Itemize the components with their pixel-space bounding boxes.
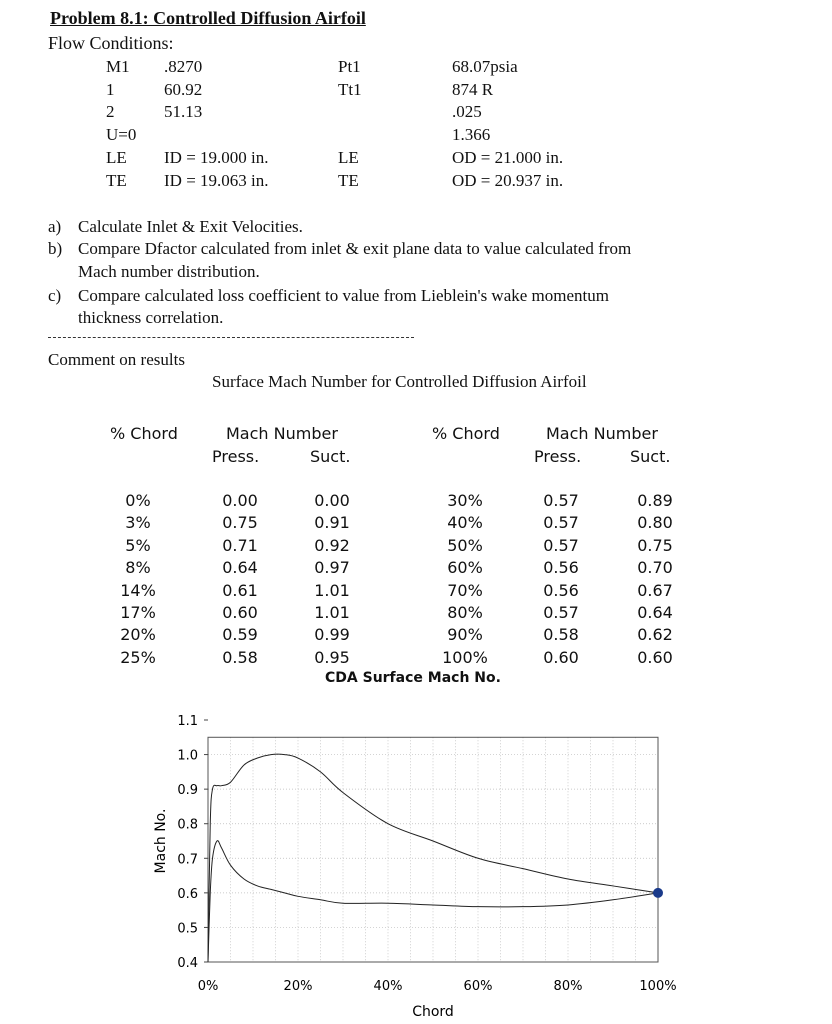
header-press: Press. [534,447,582,466]
fc-cell: TE [338,171,359,190]
fc-cell: ID = 19.000 in. [164,148,269,167]
comment-label: Comment on results [48,350,185,369]
suct-mach-cell: 0.99 [314,625,350,645]
press-mach-cell: 0.71 [222,535,258,555]
header-mach: Mach Number [226,424,338,443]
suct-mach-cell: 0.97 [314,558,350,578]
y-tick-label: 0.9 [177,783,198,799]
chord-cell: 5% [125,535,151,555]
press-mach-cell: 0.75 [222,513,258,533]
x-tick-label: 20% [283,979,313,994]
chord-cell: 3% [125,513,151,533]
fc-cell: 51.13 [164,102,203,121]
y-tick-label: 0.8 [177,817,198,833]
chart-title: CDA Surface Mach No. [325,670,501,686]
fc-cell: LE [338,148,359,167]
press-mach-cell: 0.58 [222,647,258,667]
series-line-pressure [208,841,658,962]
suct-mach-cell: 0.62 [637,625,673,645]
chord-cell: 80% [447,603,483,622]
chord-cell: 17% [120,603,156,622]
problem-title: Problem 8.1: Controlled Diffusion Airfoil [50,8,366,28]
chart-ticks [177,714,676,994]
question-text: Compare calculated loss coefficient to value from Lieblein's wake momentum [78,286,609,305]
press-mach-cell: 0.60 [222,603,258,622]
press-mach-cell: 0.56 [543,558,579,578]
fc-cell: .025 [452,102,482,121]
fc-cell: Pt1 [338,57,361,76]
suct-mach-cell: 0.75 [637,535,673,555]
press-mach-cell: 0.57 [543,535,579,555]
fc-cell: 2 [106,102,115,121]
y-tick-label: 0.7 [177,852,198,868]
y-tick-label: 0.6 [177,886,198,902]
press-mach-cell: 0.61 [222,580,258,600]
fc-cell: ID = 19.063 in. [164,171,269,190]
chord-cell: 40% [447,513,483,533]
chord-cell: 0% [125,491,151,510]
suct-mach-cell: 1.01 [314,580,350,600]
chord-cell: 8% [125,558,151,578]
fc-cell: 1.366 [452,125,491,144]
suct-mach-cell: 0.95 [314,647,350,667]
suct-mach-cell: 0.91 [314,513,350,533]
header-suct: Suct. [630,447,671,466]
chord-cell: 50% [447,535,483,555]
fc-cell: TE [106,171,127,190]
fc-cell: U=0 [106,125,137,144]
suct-mach-cell: 0.80 [637,513,673,533]
suct-mach-cell: 0.67 [637,580,673,600]
chord-cell: 90% [447,625,483,645]
flow-conditions-label: Flow Conditions: [48,33,174,53]
fc-cell: 68.07psia [452,57,518,76]
y-axis-label: Mach No. [153,808,169,874]
question-text: Mach number distribution. [78,262,260,281]
chord-cell: 100% [442,647,488,667]
dashed-divider [48,337,414,338]
header-mach: Mach Number [546,424,658,443]
chord-cell: 25% [120,647,156,667]
x-tick-label: 60% [463,979,493,994]
chord-cell: 70% [447,580,483,600]
header-chord: % Chord [432,424,500,443]
header-press: Press. [212,447,260,466]
suct-mach-cell: 0.92 [314,535,350,555]
fc-cell: 1 [106,80,115,99]
press-mach-cell: 0.00 [222,491,258,510]
press-mach-cell: 0.58 [543,625,579,645]
y-tick-label: 0.4 [177,956,198,971]
press-mach-cell: 0.57 [543,513,579,533]
suct-mach-cell: 1.01 [314,603,350,622]
fc-cell: .8270 [164,57,203,76]
header-suct: Suct. [310,447,351,466]
chord-cell: 20% [120,625,156,645]
y-tick-label: 1.0 [177,748,198,764]
x-tick-label: 40% [373,979,403,994]
y-tick-label: 0.5 [177,921,198,937]
fc-cell: LE [106,148,127,167]
press-mach-cell: 0.57 [543,603,579,622]
endpoint-marker [653,888,663,898]
mach-chart [0,700,832,1024]
x-tick-label: 80% [553,979,583,994]
chart-grid [208,737,658,962]
fc-cell: 60.92 [164,80,203,99]
suct-mach-cell: 0.60 [637,647,673,667]
chord-cell: 14% [120,580,156,600]
suct-mach-cell: 0.70 [637,558,673,578]
suct-mach-cell: 0.89 [637,491,673,510]
question-text: thickness correlation. [78,308,224,327]
x-tick-label: 0% [197,979,219,994]
fc-cell: OD = 20.937 in. [452,171,564,190]
suct-mach-cell: 0.00 [314,491,350,510]
press-mach-cell: 0.64 [222,558,258,578]
fc-cell: 874 R [452,80,494,99]
chord-cell: 30% [447,491,483,510]
chord-cell: 60% [447,558,483,578]
chart-series [208,754,663,962]
fc-cell: Tt1 [338,80,362,99]
question-text: Calculate Inlet & Exit Velocities. [78,217,303,236]
fc-cell: OD = 21.000 in. [452,148,564,167]
question-letter: a) [48,217,62,236]
fc-cell: M1 [106,57,130,76]
press-mach-cell: 0.59 [222,625,258,645]
question-letter: c) [48,286,62,305]
y-tick-label: 1.1 [177,714,198,729]
question-text: Compare Dfactor calculated from inlet & exit plane data to value calculated from [78,239,632,258]
press-mach-cell: 0.56 [543,580,579,600]
x-tick-label: 100% [639,979,677,994]
press-mach-cell: 0.60 [543,647,579,667]
table-title: Surface Mach Number for Controlled Diffusion Airfoil [212,372,587,391]
header-chord: % Chord [110,424,178,443]
x-axis-label: Chord [412,1004,454,1020]
press-mach-cell: 0.57 [543,491,579,510]
question-letter: b) [48,239,63,258]
suct-mach-cell: 0.64 [637,603,673,622]
